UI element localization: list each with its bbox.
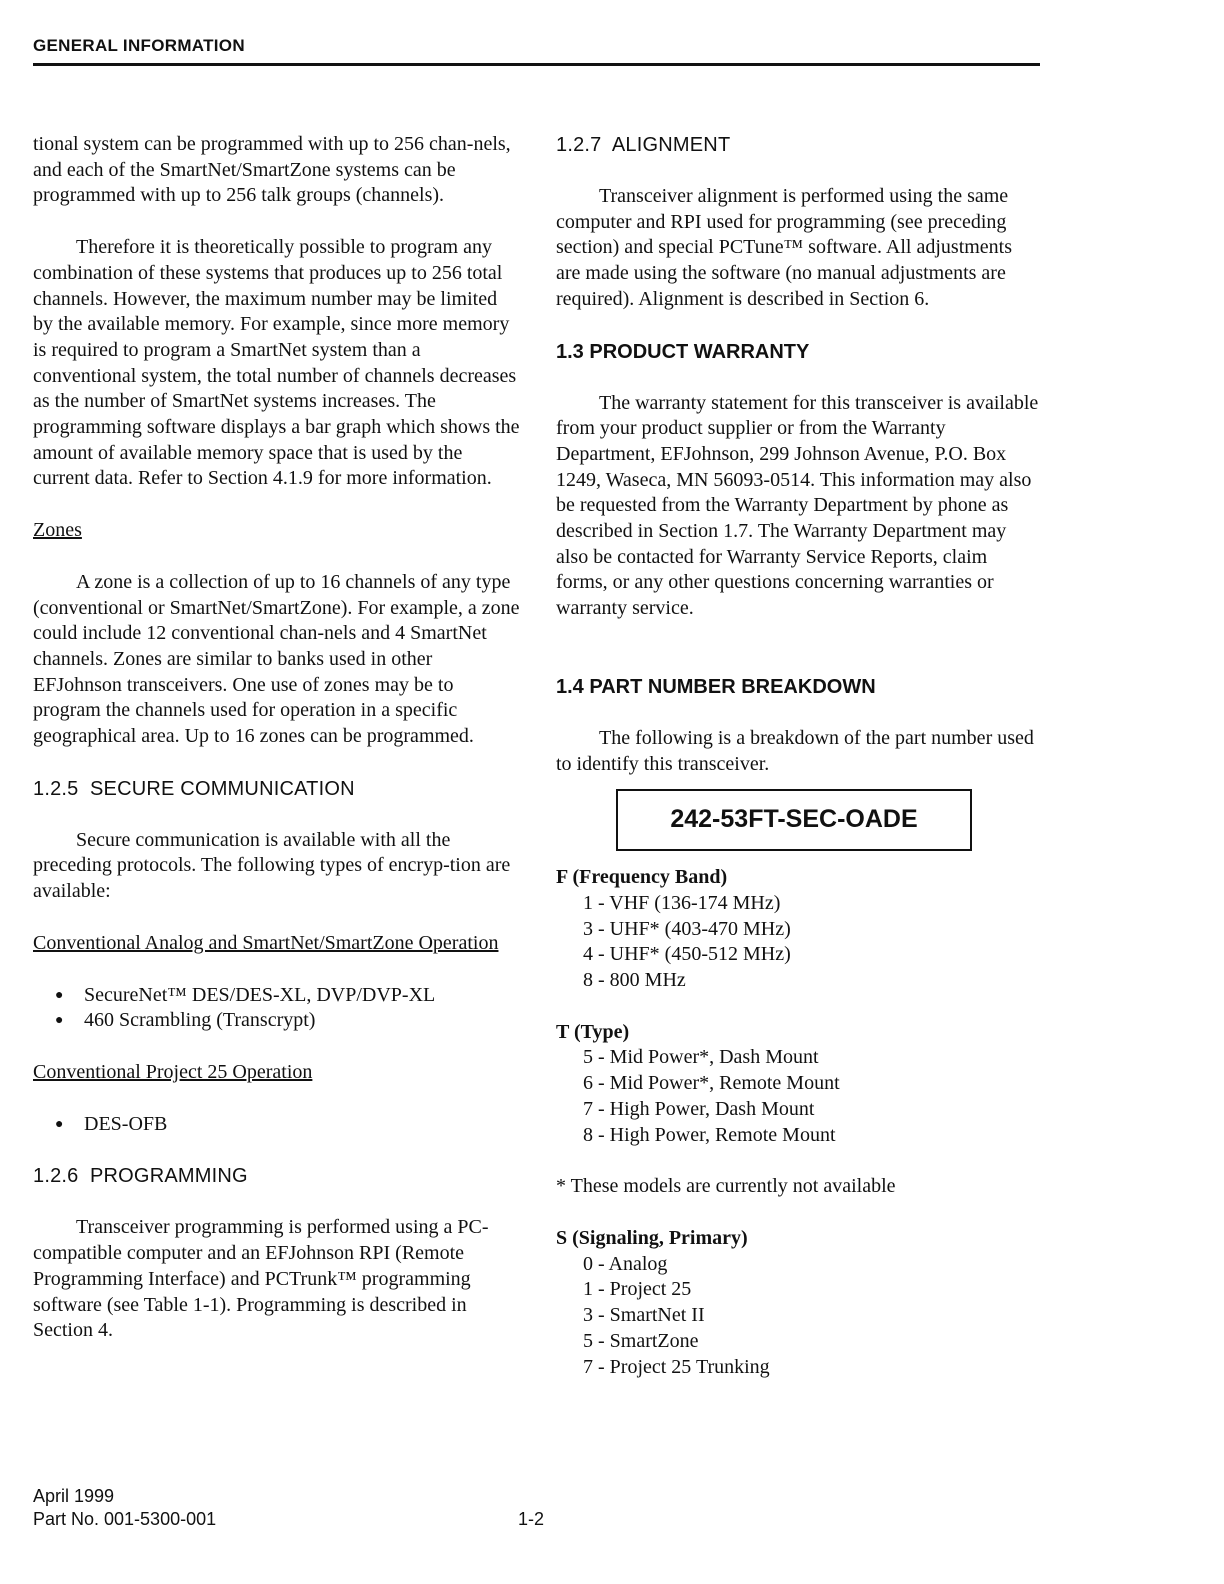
conventional-p25-heading: Conventional Project 25 Operation — [33, 1060, 313, 1083]
part-number-paragraph: The following is a breakdown of the part number used to identify this transceiver. — [556, 726, 1034, 775]
section-heading-programming: 1.2.6 PROGRAMMING — [33, 1165, 248, 1188]
conventional-analog-heading: Conventional Analog and SmartNet/SmartZone Operation — [33, 931, 499, 954]
list-item: 1 - VHF (136-174 MHz) — [583, 891, 781, 914]
list-item: 3 - SmartNet II — [583, 1304, 705, 1327]
signaling-list — [556, 1252, 1040, 1381]
part-number-box: 242-53FT-SEC-OADE — [616, 789, 972, 851]
frequency-band-list — [556, 891, 1040, 994]
conventional-analog-list — [33, 983, 521, 1034]
section-heading-alignment: 1.2.7 ALIGNMENT — [556, 134, 731, 156]
footer-date: April 1999 — [33, 1486, 115, 1506]
conventional-p25-list — [33, 1112, 521, 1138]
list-item: 8 - High Power, Remote Mount — [583, 1123, 836, 1146]
frequency-band-title: F (Frequency Band) — [556, 866, 728, 889]
list-item: 7 - Project 25 Trunking — [583, 1355, 770, 1378]
type-list — [556, 1045, 1040, 1148]
alignment-paragraph: Transceiver alignment is performed using the same computer and RPI used for programming (see preceding section) and special PCTune™ software. All adjustments are made using the software (no manual adjustments are required). Alignment is described in Section 6. — [556, 185, 1013, 310]
running-header: GENERAL INFORMATION — [33, 36, 245, 55]
availability-note: * These models are currently not available — [556, 1175, 896, 1198]
programming-paragraph: Transceiver programming is performed using a PC-compatible computer and an EFJohnson RPI (Remote Programming Interface) and PCTrunk™ programming software (see Table 1-1). Programming is described in Section 4. — [33, 1216, 489, 1342]
signaling-title: S (Signaling, Primary) — [556, 1226, 748, 1249]
section-heading-part-number-breakdown: 1.4 PART NUMBER BREAKDOWN — [556, 675, 876, 698]
list-item: 7 - High Power, Dash Mount — [583, 1097, 815, 1120]
list-item: 6 - Mid Power*, Remote Mount — [583, 1072, 840, 1095]
list-item: 4 - UHF* (450-512 MHz) — [583, 943, 791, 966]
zones-heading: Zones — [33, 519, 82, 542]
paragraph-channel-limits: Therefore it is theoretically possible to program any combination of these systems that produces up to 256 total channels. However, the maximum number may be limited by the available memory. For example, since more memory is required to program a SmartNet system than a conventional system, the total number of channels decreases as the number of SmartNet systems increases. The programming software displays a bar graph which shows the amount of available memory space that is used by the current data. Refer to Section 4.1.9 for more information. — [33, 236, 520, 490]
footer-info — [33, 1485, 216, 1531]
footer-part-number: Part No. 001-5300-001 — [33, 1509, 217, 1529]
secure-paragraph: Secure communication is available with all the preceding protocols. The following types of encryp-tion are available: — [33, 828, 511, 903]
list-item: 5 - SmartZone — [583, 1329, 699, 1352]
warranty-paragraph: The warranty statement for this transceiver is available from your product supplier or from the Warranty Department, EFJohnson, 299 Johnson Avenue, P.O. Box 1249, Waseca, MN 56093-0514. This information may also be requested from the Warranty Department by phone as described in Section 1.7. The Warranty Department may also be contacted for Warranty Service Reports, claim forms, or any other questions concerning warranties or warranty service. — [556, 391, 1039, 620]
page-number: 1-2 — [518, 1509, 545, 1529]
list-item: 8 - 800 MHz — [583, 969, 686, 992]
list-item: 5 - Mid Power*, Dash Mount — [583, 1046, 819, 1069]
header-rule — [33, 63, 1040, 66]
list-item: 0 - Analog — [583, 1252, 668, 1275]
list-item: ● DES-OFB — [55, 1112, 521, 1138]
list-item: ● 460 Scrambling (Transcrypt) — [55, 1008, 521, 1034]
list-item: 3 - UHF* (403-470 MHz) — [583, 917, 791, 940]
list-item: 1 - Project 25 — [583, 1278, 692, 1301]
section-heading-secure-communication: 1.2.5 SECURE COMMUNICATION — [33, 777, 355, 800]
continued-paragraph: tional system can be programmed with up to 256 chan-nels, and each of the SmartNet/SmartZone systems can be programmed with up to 256 talk groups (channels). — [33, 133, 511, 207]
zones-paragraph: A zone is a collection of up to 16 channels of any type (conventional or SmartNet/SmartZone). For example, a zone could include 12 conventional chan-nels and 4 SmartNet channels. Zones are similar to banks used in other EFJohnson transceivers. One use of zones may be to program the channels used for operation in a specific geographical area. Up to 16 zones can be programmed. — [33, 570, 520, 748]
list-item: ● SecureNet™ DES/DES-XL, DVP/DVP-XL — [55, 983, 521, 1009]
right-column — [556, 132, 1040, 1380]
type-title: T (Type) — [556, 1020, 630, 1043]
section-heading-product-warranty: 1.3 PRODUCT WARRANTY — [556, 340, 810, 363]
left-column — [33, 132, 521, 1344]
